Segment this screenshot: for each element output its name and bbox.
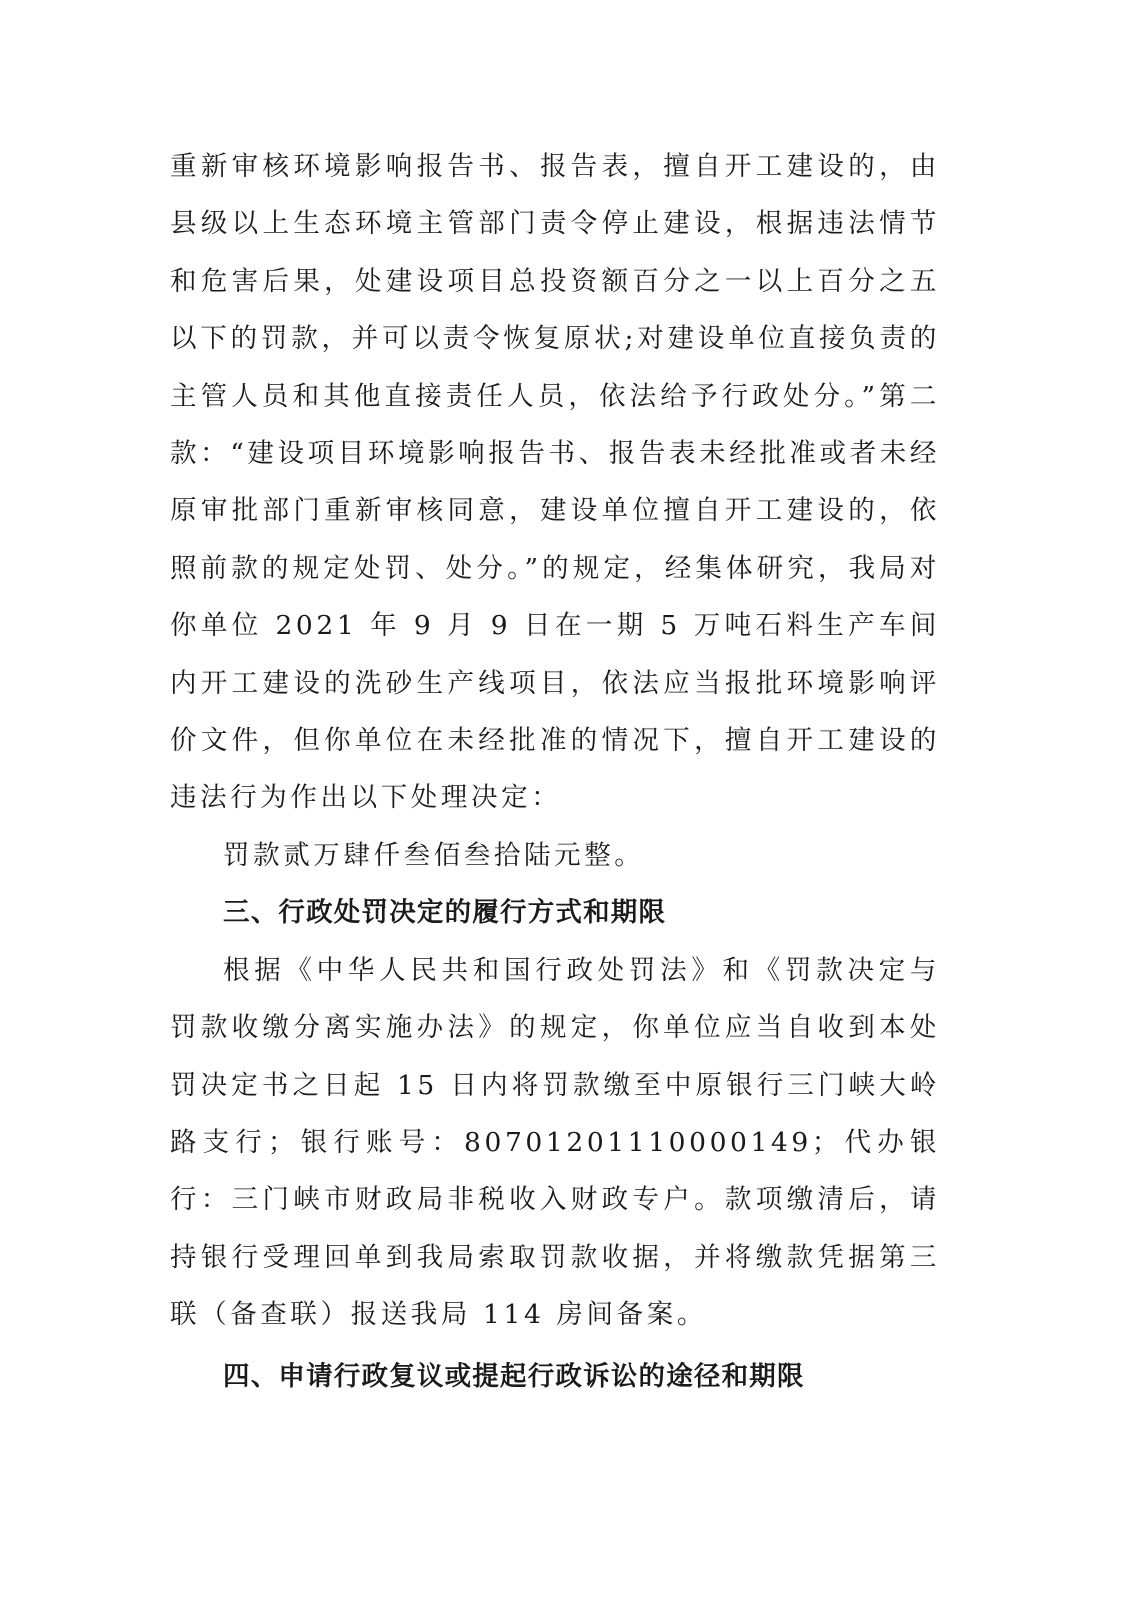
section-heading-4: 四、申请行政复议或提起行政诉讼的途径和期限 [223, 1360, 805, 1392]
paragraph-fine-amount: 罚款贰万肆仟叁佰叁拾陆元整。 [223, 839, 645, 871]
paragraph-payment-method: 根据《中华人民共和国行政处罚法》和《罚款决定与罚款收缴分离实施办法》的规定，你单位应当自收到本处罚决定书之日起 15 日内将罚款缴至中原银行三门峡大岭路支行；银行账号：80701201110000149；代办银行：三门峡市财政局非税收入财政专户。款项缴清后，请持银行受理回单到我局索取罚款收据，并将缴款凭据第三联（备查联）报送我局 114 房间备案。 [170, 954, 940, 1331]
paragraph-legal-basis: 重新审核环境影响报告书、报告表，擅自开工建设的，由县级以上生态环境主管部门责令停止建设，根据违法情节和危害后果，处建设项目总投资额百分之一以上百分之五以下的罚款，并可以责令恢复原状;对建设单位直接负责的主管人员和其他直接责任人员，依法给予行政处分。”第二款：“建设项目环境影响报告书、报告表未经批准或者未经原审批部门重新审核同意，建设单位擅自开工建设的，依照前款的规定处罚、处分。”的规定，经集体研究，我局对你单位 2021 年 9 月 9 日在一期 5 万吨石料生产车间内开工建设的洗砂生产线项目，依法应当报批环境影响评价文件，但你单位在未经批准的情况下，擅自开工建设的违法行为作出以下处理决定： [170, 151, 940, 814]
document-body [170, 138, 940, 1405]
section-heading-3: 三、行政处罚决定的履行方式和期限 [223, 897, 667, 929]
